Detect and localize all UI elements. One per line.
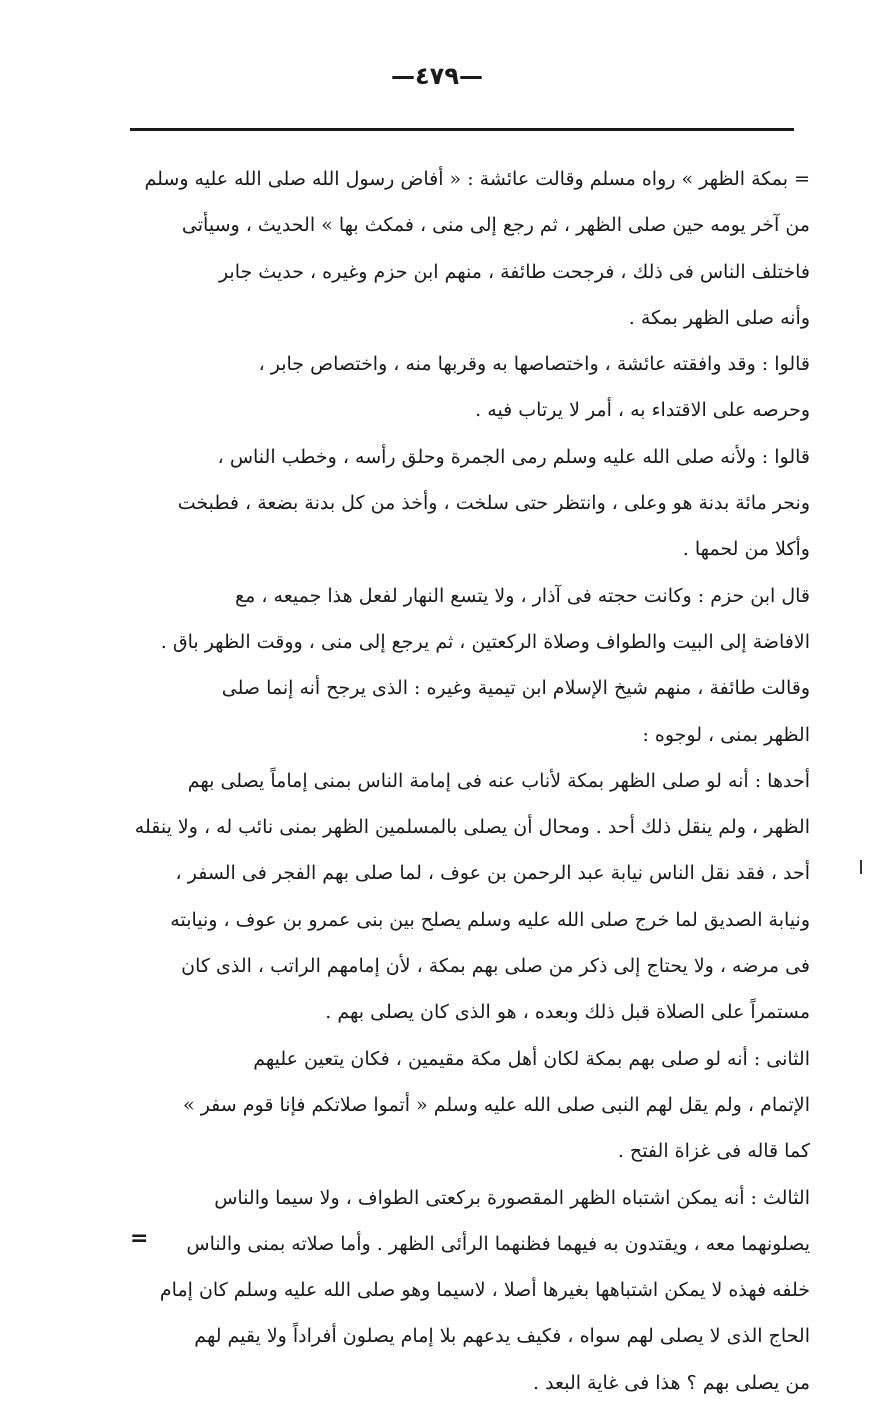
text-line: قالوا : ولأنه صلى الله عليه وسلم رمى الجمرة وحلق رأسه ، وخطب الناس ،: [217, 445, 810, 468]
text-line: فى مرضه ، ولا يحتاج إلى ذكر من صلى بهم بمكة ، لأن إمامهم الراتب ، الذى كان: [181, 955, 810, 978]
text-line: الثالث : أنه يمكن اشتباه الظهر المقصورة بركعتى الطواف ، ولا سيما والناس: [214, 1186, 810, 1209]
page-number: —٤٧٩—: [391, 62, 483, 90]
text-line: أحدها : أنه لو صلى الظهر بمكة لأناب عنه فى إمامة الناس بمنى إماماً يصلى بهم: [187, 769, 810, 792]
continuation-mark: =: [130, 1226, 149, 1251]
text-line: قالوا : وقد وافقته عائشة ، واختصاصها به وقربها منه ، واختصاص جابر ،: [258, 353, 810, 376]
text-line: ونحر مائة بدنة هو وعلى ، وانتظر حتى سلخت ، وأخذ من كل بدنة بضعة ، فطبخت: [177, 492, 810, 515]
text-line: الظهر بمنى ، لوجوه :: [642, 723, 810, 746]
text-line: كما قاله فى غزاة الفتح .: [617, 1140, 810, 1163]
text-line: الحاج الذى لا يصلى لهم سواه ، فكيف يدعهم بلا إمام يصلون أفراداً ولا يقيم لهم: [194, 1325, 810, 1348]
text-line: من يصلى بهم ؟ هذا فى غاية البعد .: [533, 1371, 810, 1394]
text-line: من آخر يومه حين صلى الظهر ، ثم رجع إلى منى ، فمكث بها » الحديث ، وسيأتى: [181, 214, 810, 237]
text-line: الثانى : أنه لو صلى بهم بمكة لكان أهل مكة مقيمين ، فكان يتعين عليهم: [253, 1047, 810, 1070]
text-line: فاختلف الناس فى ذلك ، فرجحت طائفة ، منهم ابن حزم وغيره ، حديث جابر: [218, 260, 810, 283]
text-line: خلفه فهذه لا يمكن اشتباهها بغيرها أصلا ، لاسيما وهو صلى الله عليه وسلم كان إمام: [159, 1279, 810, 1302]
margin-tick: [860, 860, 862, 874]
text-line: أحد ، فقد نقل الناس نيابة عبد الرحمن بن عوف ، لما صلى بهم الفجر فى السفر ،: [175, 862, 810, 885]
text-line: يصلونهما معه ، ويقتدون به فيهما فظنهما الرأئى الظهر . وأما صلاته بمنى والناس: [186, 1232, 810, 1255]
text-line: وقالت طائفة ، منهم شيخ الإسلام ابن تيمية وغيره : الذى يرجح أنه إنما صلى: [221, 677, 810, 700]
text-line: مستمراً على الصلاة قبل ذلك وبعده ، هو الذى كان يصلى بهم .: [325, 1001, 810, 1024]
text-line: ونيابة الصديق لما خرج صلى الله عليه وسلم يصلح بين بنى عمرو بن عوف ، ونيابته: [170, 908, 810, 931]
text-line: الظهر ، ولم ينقل ذلك أحد . ومحال أن يصلى بالمسلمين الظهر بمنى نائب له ، ولا ينقله: [134, 816, 810, 839]
header-rule: [130, 128, 794, 131]
body-text: [128, 156, 810, 1406]
text-line: وأكلا من لحمها .: [682, 538, 810, 561]
text-line: الإتمام ، ولم يقل لهم النبى صلى الله عليه وسلم « أتموا صلاتكم فإنا قوم سفر »: [183, 1093, 810, 1116]
text-line: وحرصه على الاقتداء به ، أمر لا يرتاب فيه .: [475, 399, 810, 422]
text-line: = بمكة الظهر » رواه مسلم وقالت عائشة : « أفاض رسول الله صلى الله عليه وسلم: [144, 168, 810, 190]
text-line: وأنه صلى الظهر بمكة .: [628, 306, 810, 329]
text-line: الافاضة إلى البيت والطواف وصلاة الركعتين ، ثم يرجع إلى منى ، ووقت الظهر باق .: [160, 630, 810, 653]
text-line: قال ابن حزم : وكانت حجته فى آذار ، ولا يتسع النهار لفعل هذا جميعه ، مع: [235, 584, 810, 607]
